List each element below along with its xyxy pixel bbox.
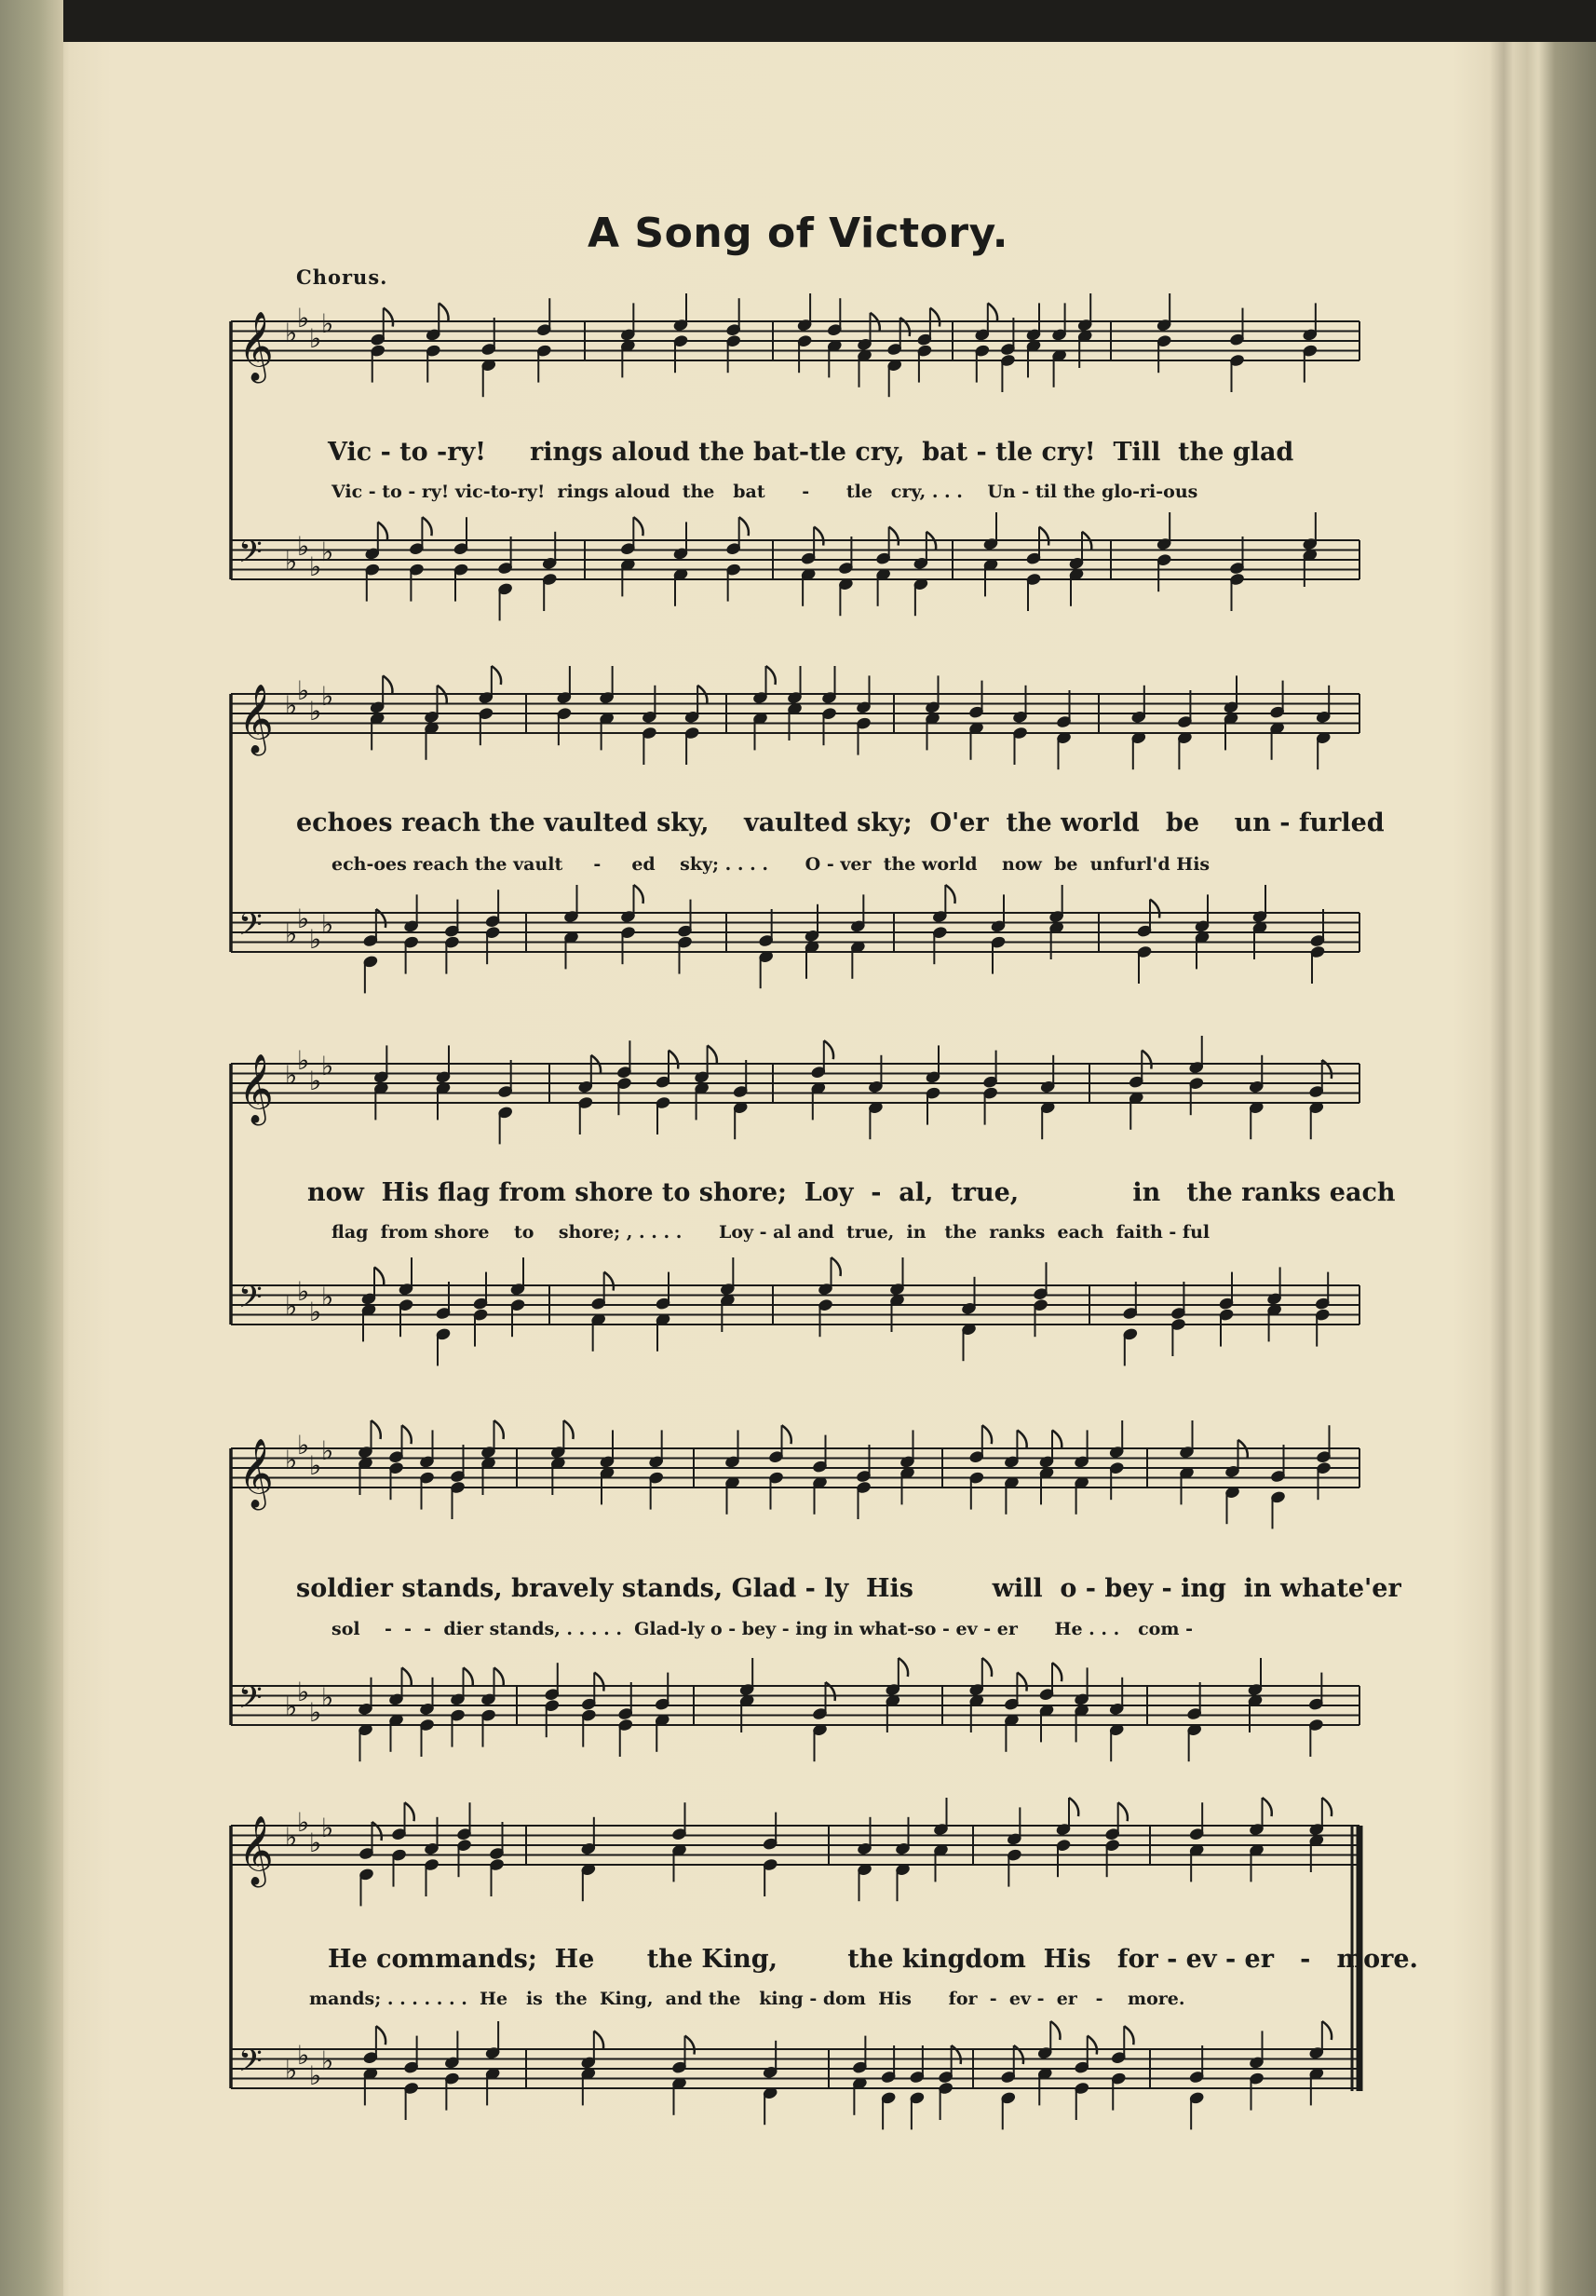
note-flag (1017, 1673, 1026, 1691)
note-flag (594, 2031, 603, 2049)
lyric-line-primary: He commands; He the King, the kingdom His for - ev - er - more. (328, 1945, 1418, 1974)
flat-icon: ♭ (297, 675, 310, 706)
note-flag (405, 1802, 414, 1821)
flat-icon: ♭ (285, 1291, 298, 1322)
flat-icon: ♭ (285, 1060, 298, 1091)
flat-icon: ♭ (285, 690, 298, 721)
note-flag (814, 527, 823, 546)
lyric-line-primary: soldier stands, bravely stands, Glad - ly His will o - bey - ing in whate'er (296, 1574, 1401, 1603)
flat-icon: ♭ (297, 531, 310, 562)
flat-icon: ♭ (321, 537, 334, 567)
flat-icon: ♭ (297, 1430, 310, 1460)
flat-icon: ♭ (321, 1682, 334, 1713)
bass-clef-icon: 𝄢 (238, 907, 263, 950)
flat-icon: ♭ (309, 1827, 322, 1858)
note-flag (1069, 1798, 1078, 1816)
flat-icon: ♭ (285, 2055, 298, 2085)
flat-icon: ♭ (285, 1822, 298, 1853)
note-flag (782, 1425, 791, 1444)
note-flag (1050, 2021, 1060, 2040)
lyric-line-primary: Vic - to -ry! rings aloud the bat-tle cry, bat - tle cry! Till the glad (328, 438, 1294, 467)
note-flag (494, 1667, 504, 1686)
note-flag (376, 2026, 385, 2045)
flat-icon: ♭ (321, 308, 334, 339)
note-flag (1017, 1430, 1026, 1448)
note-flag (766, 666, 776, 685)
note-flag (384, 308, 393, 327)
flat-icon: ♭ (285, 546, 298, 577)
flat-icon: ♭ (297, 303, 310, 333)
flat-icon: ♭ (321, 2045, 334, 2076)
flat-icon: ♭ (285, 918, 298, 949)
lyric-line-primary: echoes reach the vaulted sky, vaulted sky; O'er the world be un - furled (296, 808, 1385, 837)
bass-clef-icon: 𝄢 (238, 535, 263, 577)
lyric-line-secondary: ech-oes reach the vault - ed sky; . . . . O - ver the world now be unfurl'd His (331, 854, 1211, 875)
treble-clef-icon: 𝄞 (238, 1816, 274, 1885)
flat-icon: ♭ (309, 1066, 322, 1096)
flat-icon: ♭ (309, 696, 322, 727)
note-flag (374, 1267, 384, 1285)
note-flag (494, 1420, 504, 1439)
note-flag (1052, 1430, 1062, 1448)
treble-clef-icon: 𝄞 (238, 312, 274, 381)
note-flag (464, 1667, 473, 1686)
note-flag (422, 517, 431, 536)
note-flag (402, 1425, 412, 1444)
note-flag (945, 885, 954, 903)
flat-icon: ♭ (309, 1450, 322, 1481)
note-flag (492, 666, 501, 685)
note-flag (982, 1425, 992, 1444)
flat-icon: ♭ (297, 1807, 310, 1838)
note-flag (383, 675, 392, 694)
note-flag (378, 522, 387, 540)
note-flag (1088, 2036, 1097, 2055)
note-flag (439, 303, 448, 321)
flat-icon: ♭ (321, 1435, 334, 1466)
note-flag (1039, 527, 1048, 546)
flat-icon: ♭ (297, 2040, 310, 2071)
note-flag (982, 1658, 992, 1677)
note-flag (1322, 2021, 1332, 2040)
lyric-line-secondary: flag from shore to shore; , . . . . Loy - al and true, in the ranks each faith - ful (331, 1222, 1211, 1243)
note-flag (1142, 1051, 1151, 1069)
flat-icon: ♭ (309, 2060, 322, 2091)
note-flag (899, 1658, 908, 1677)
flat-icon: ♭ (297, 1276, 310, 1307)
note-flag (633, 517, 642, 536)
note-flag (988, 303, 997, 321)
flat-icon: ♭ (321, 1813, 334, 1843)
lyric-line-secondary: Vic - to - ry! vic-to-ry! rings aloud the bat - tle cry, . . . Un - til the glo-ri-ous (331, 482, 1198, 502)
note-flag (889, 527, 899, 546)
note-flag (824, 1040, 833, 1059)
flat-icon: ♭ (297, 1677, 310, 1707)
song-title: A Song of Victory. (588, 210, 1008, 257)
flat-icon: ♭ (309, 1697, 322, 1728)
note-flag (1118, 1802, 1128, 1821)
flat-icon: ♭ (285, 318, 298, 348)
treble-clef-icon: 𝄞 (238, 1054, 274, 1123)
lyric-line-secondary: sol - - - dier stands, . . . . . Glad-ly o - bey - ing in what-so - ev - er He . . . com - (331, 1619, 1193, 1639)
treble-clef-icon: 𝄞 (238, 685, 274, 754)
note-flag (604, 1272, 614, 1291)
note-flag (372, 1420, 381, 1439)
note-flag (1052, 1663, 1062, 1681)
section-label: Chorus. (296, 265, 388, 289)
flat-icon: ♭ (321, 681, 334, 712)
note-flag (1322, 1798, 1332, 1816)
note-flag (634, 885, 643, 903)
lyric-line-primary: now His flag from shore to shore; Loy - al, true, in the ranks each (307, 1178, 1396, 1207)
flat-icon: ♭ (321, 1282, 334, 1312)
note-flag (594, 1673, 603, 1691)
flat-icon: ♭ (309, 924, 322, 955)
flat-icon: ♭ (297, 1045, 310, 1076)
note-flag (930, 308, 940, 327)
flat-icon: ♭ (285, 1691, 298, 1722)
flat-icon: ♭ (309, 1297, 322, 1327)
bass-clef-icon: 𝄢 (238, 2044, 263, 2086)
note-flag (563, 1420, 573, 1439)
lyric-line-secondary: mands; . . . . . . . He is the King, and the king - dom His for - ev - er - more. (309, 1989, 1185, 2009)
flat-icon: ♭ (321, 909, 334, 940)
bass-clef-icon: 𝄢 (238, 1680, 263, 1723)
note-flag (669, 1051, 678, 1069)
flat-icon: ♭ (285, 1445, 298, 1475)
note-flag (402, 1667, 412, 1686)
flat-icon: ♭ (309, 323, 322, 354)
note-flag (685, 2036, 695, 2055)
flat-icon: ♭ (309, 551, 322, 582)
note-flag (739, 517, 749, 536)
treble-clef-icon: 𝄞 (238, 1439, 274, 1508)
flat-icon: ♭ (297, 903, 310, 934)
note-flag (1124, 2026, 1133, 2045)
note-flag (708, 1045, 717, 1064)
note-flag (1150, 900, 1159, 918)
bass-clef-icon: 𝄢 (238, 1280, 263, 1323)
flat-icon: ♭ (321, 1051, 334, 1081)
note-flag (1263, 1798, 1272, 1816)
note-flag (832, 1257, 841, 1276)
